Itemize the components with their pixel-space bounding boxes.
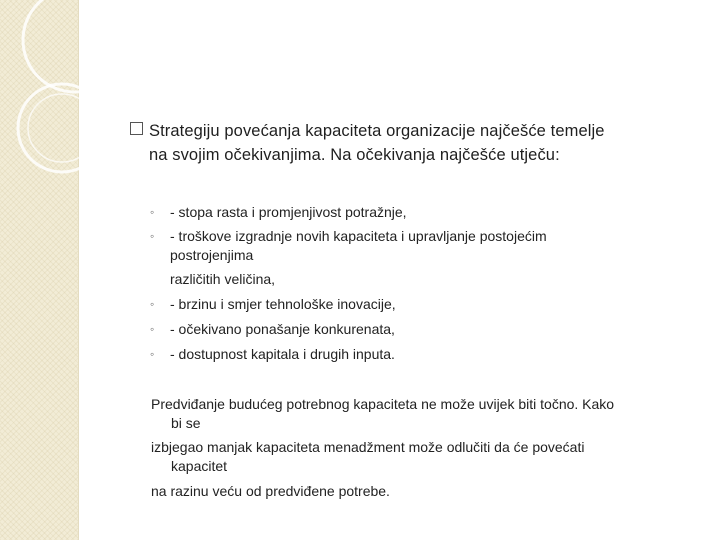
circle-bullet-icon: ◦ bbox=[150, 205, 155, 219]
main-point-line: Strategiju povećanja kapaciteta organizacije najčešće temelje bbox=[149, 122, 605, 140]
list-item: - stopa rasta i promjenjivost potražnje, bbox=[170, 204, 407, 220]
paragraph-line: bi se bbox=[171, 415, 201, 431]
circle-bullet-icon: ◦ bbox=[150, 229, 155, 243]
paragraph-line: na razinu veću od predviđene potrebe. bbox=[151, 483, 390, 499]
circle-bullet-icon: ◦ bbox=[150, 322, 155, 336]
decorative-side-band bbox=[0, 0, 79, 540]
circle-bullet-icon: ◦ bbox=[150, 347, 155, 361]
paragraph-line: kapacitet bbox=[171, 458, 228, 474]
list-item-continuation: različitih veličina, bbox=[170, 271, 276, 287]
square-bullet-icon bbox=[130, 122, 143, 135]
main-point bbox=[149, 119, 709, 167]
main-point-line: na svojim očekivanjima. Na očekivanja najčešće utječu: bbox=[149, 146, 560, 164]
paragraph-line: izbjegao manjak kapaciteta menadžment može odlučiti da će povećati bbox=[151, 439, 585, 455]
list-item-continuation: postrojenjima bbox=[170, 247, 254, 263]
paragraph-line: Predviđanje budućeg potrebnog kapaciteta ne može uvijek biti točno. Kako bbox=[151, 396, 615, 412]
list-item: - troškove izgradnje novih kapaciteta i upravljanje postojećim bbox=[170, 228, 547, 244]
list-item: - očekivano ponašanje konkurenata, bbox=[170, 321, 395, 337]
list-item: - dostupnost kapitala i drugih inputa. bbox=[170, 346, 395, 362]
circle-bullet-icon: ◦ bbox=[150, 297, 155, 311]
list-item: - brzinu i smjer tehnološke inovacije, bbox=[170, 296, 396, 312]
